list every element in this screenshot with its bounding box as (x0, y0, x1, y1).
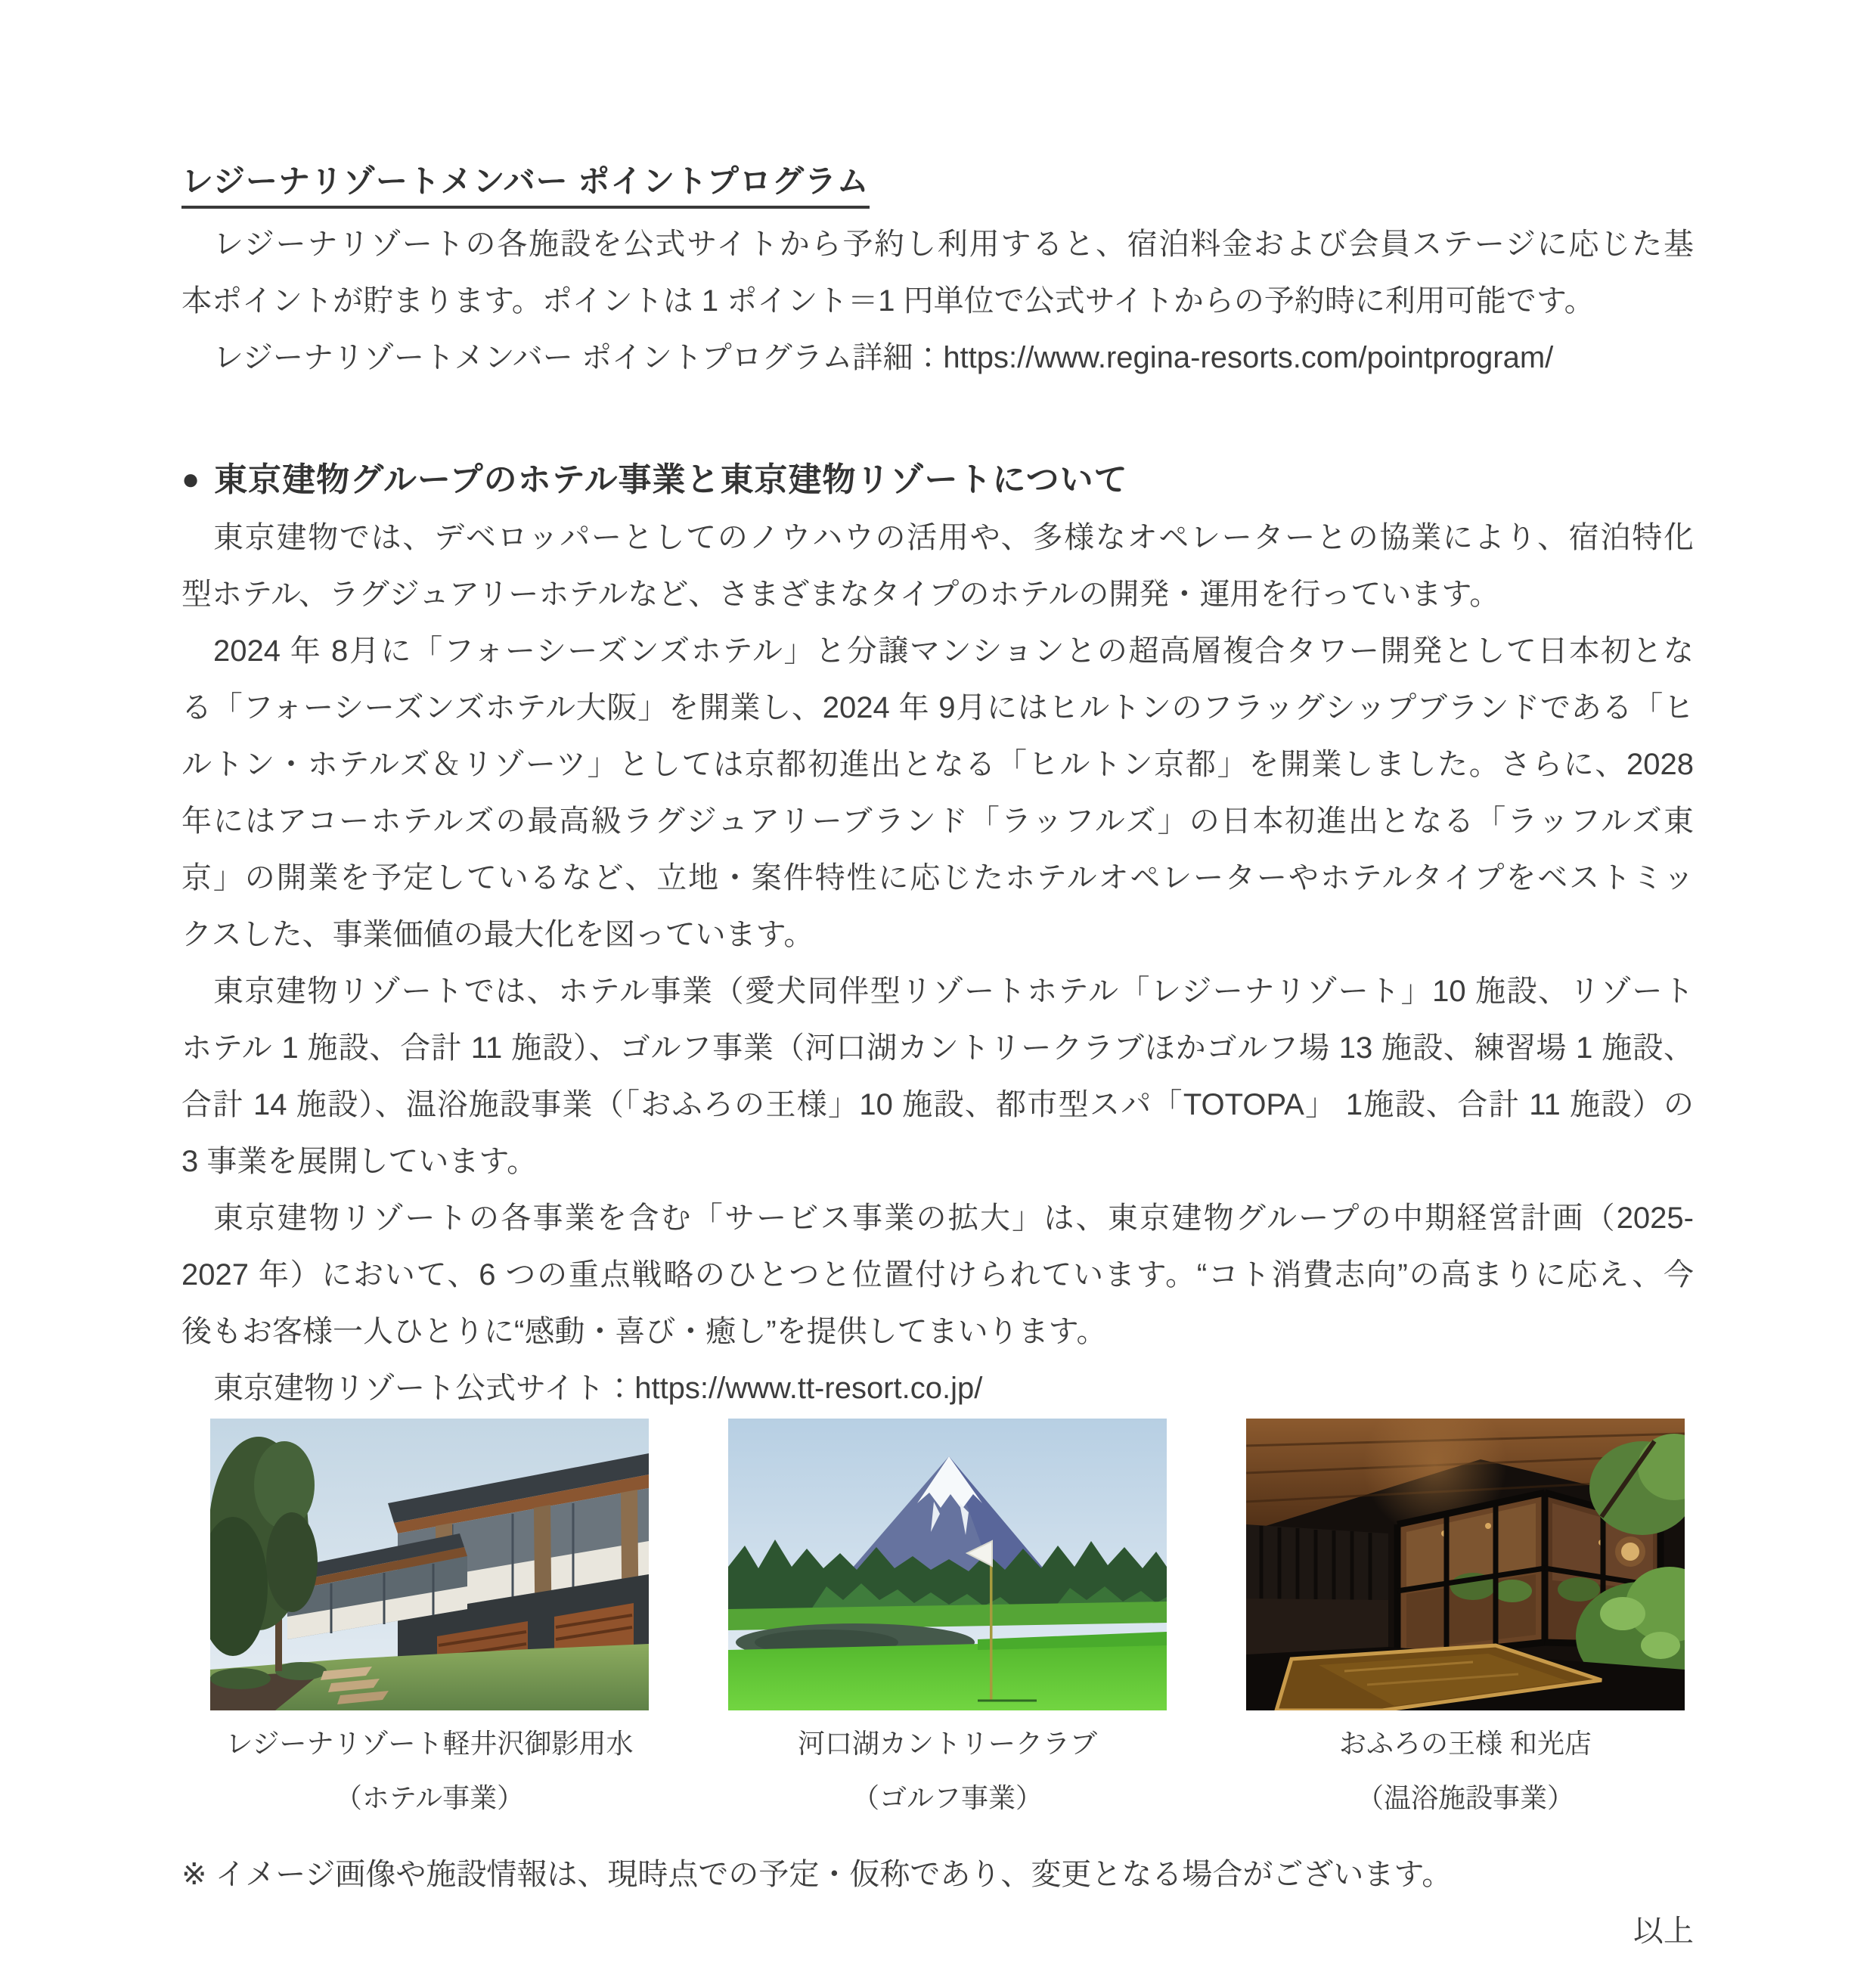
text-line: ルトン・ホテルズ＆リゾーツ」としては京都初進出となる「ヒルトン京都」を開業しました。さらに、2028 (181, 748, 1694, 781)
point-program-heading: レジーナリゾートメンバー ポイントプログラム (181, 165, 870, 209)
official-site-url[interactable]: https://www.tt-resort.co.jp/ (634, 1372, 983, 1405)
gallery-caption (1246, 1716, 1685, 1825)
text-line: 後もお客様一人ひとりに“感動・喜び・癒し”を提供してまいります。 (181, 1315, 1107, 1348)
facility-name: おふろの王様 和光店 (1338, 1728, 1592, 1759)
strategy-paragraph (181, 1190, 1694, 1360)
official-site-line (181, 1360, 1694, 1417)
text-line: る「フォーシーズンズホテル大阪」を開業し、2024 年 9月にはヒルトンのフラッグシップブランドである「ヒ (181, 691, 1694, 724)
facility-category: （ゴルフ事業） (851, 1782, 1043, 1813)
overview-paragraph (181, 510, 1694, 623)
text-line: 型ホテル、ラグジュアリーホテルなど、さまざまなタイプのホテルの開発・運用を行っています。 (181, 578, 1500, 611)
text-line: 合計 14 施設）、温浴施設事業（「おふろの王様」10 施設、都市型スパ「TOTOPA」 1施設、合計 11 施設）の (181, 1088, 1694, 1121)
text-line: 東京建物リゾートの各事業を含む「サービス事業の拡大」は、東京建物グループの中期経営計画（2025- (213, 1202, 1694, 1235)
facility-name: レジーナリゾート軽井沢御影用水 (225, 1728, 634, 1759)
official-site-paragraph (181, 1360, 1694, 1417)
gallery-caption (210, 1716, 649, 1825)
point-program-paragraph (181, 216, 1694, 386)
bullet-icon: ● (181, 463, 201, 496)
onsen-bath-photo (1246, 1419, 1685, 1710)
text-line: 3 事業を展開しています。 (181, 1145, 538, 1178)
development-paragraph (181, 623, 1694, 963)
closing-mark: 以上 (1633, 1915, 1694, 1948)
text-line: ホテル 1 施設、合計 11 施設）、ゴルフ事業（河口湖カントリークラブほかゴルフ場 13 施設、練習場 1 施設、 (181, 1031, 1694, 1065)
facility-category: （温浴施設事業） (1356, 1782, 1574, 1813)
text-line: 東京建物では、デベロッパーとしてのノウハウの活用や、多様なオペレーターとの協業により、宿泊特化 (213, 521, 1694, 554)
gallery-item-golf (728, 1419, 1167, 1825)
hotel-exterior-photo (210, 1419, 649, 1710)
golf-course-photo (728, 1419, 1167, 1710)
gallery-item-onsen (1246, 1419, 1685, 1825)
official-site-label: 東京建物リゾート公式サイト： (213, 1372, 635, 1405)
gallery-item-hotel (210, 1419, 649, 1825)
text-line: 年にはアコーホテルズの最高級ラグジュアリーブランド「ラッフルズ」の日本初進出となる「ラッフルズ東 (181, 805, 1694, 838)
text-line: 本ポイントが貯まります。ポイントは 1 ポイント＝1 円単位で公式サイトからの予約時に利用可能です。 (181, 284, 1595, 318)
point-program-url[interactable]: https://www.regina-resorts.com/pointprogram/ (943, 341, 1554, 374)
resort-paragraph (181, 963, 1694, 1190)
text-line: 2024 年 8月に「フォーシーズンズホテル」と分譲マンションとの超高層複合タワー開発として日本初とな (213, 634, 1694, 668)
text-line: クスした、事業価値の最大化を図っています。 (181, 918, 814, 951)
text-line: レジーナリゾートの各施設を公式サイトから予約し利用すると、宿泊料金および会員ステージに応じた基 (213, 228, 1694, 261)
document-content (181, 0, 1694, 1960)
text-line: 2027 年）において、6 つの重点戦略のひとつと位置付けられています。“コト消費志向”の高まりに応え、今 (181, 1258, 1694, 1292)
point-program-section (181, 165, 1694, 209)
facility-category: （ホテル事業） (334, 1782, 525, 1813)
text-line: 京」の開業を予定しているなど、立地・案件特性に応じたホテルオペレーターやホテルタイプをベストミッ (181, 861, 1694, 895)
disclaimer-note: ※ イメージ画像や施設情報は、現時点での予定・仮称であり、変更となる場合がございます。 (181, 1858, 1453, 1891)
hotel-business-heading (181, 451, 1694, 510)
hotel-business-heading-label: 東京建物グループのホテル事業と東京建物リゾートについて (214, 461, 1128, 498)
point-program-detail-label: レジーナリゾートメンバー ポイントプログラム詳細： (213, 341, 944, 374)
text-line: 東京建物リゾートでは、ホテル事業（愛犬同伴型リゾートホテル「レジーナリゾート」10 施設、リゾート (213, 975, 1694, 1008)
facility-gallery (210, 1419, 1685, 1825)
gallery-caption (728, 1716, 1167, 1825)
facility-name: 河口湖カントリークラブ (797, 1728, 1097, 1759)
point-program-detail-line (181, 330, 1694, 386)
